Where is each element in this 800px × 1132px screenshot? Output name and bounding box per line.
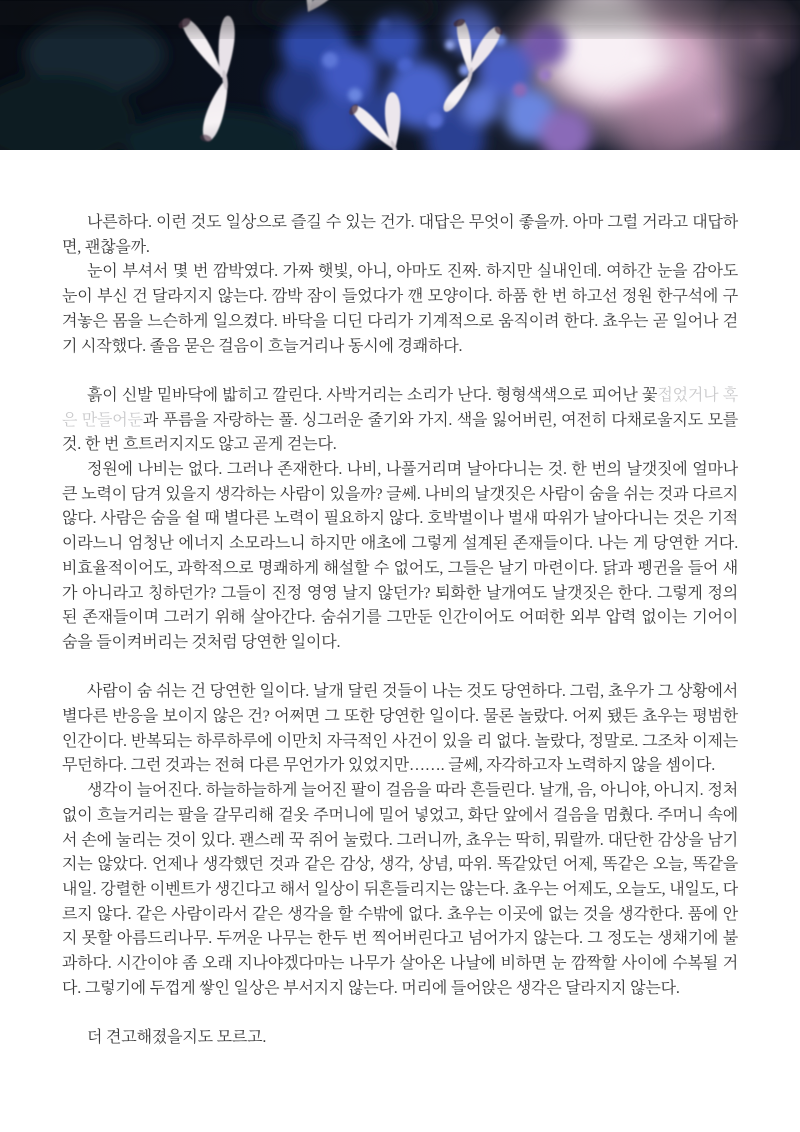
- body-text: 더 견고해졌을지도 모르고.: [87, 1029, 267, 1047]
- paragraph: [62, 680, 738, 779]
- body-text: 나른하다. 이런 것도 일상으로 즐길 수 있는 건가. 대답은 무엇이 좋을까. 아마 그럴 거라고 대답하면, 괜찮을까.: [62, 214, 738, 256]
- top-vignette: [0, 0, 800, 26]
- body-text: 사람이 숨 쉬는 건 당연한 일이다. 날개 달린 것들이 나는 것도 당연하다. 그럼, 쵸우가 그 상황에서 별다른 반응을 보이지 않은 건? 어쩌면 그 또한 당연한 일이다. 물론 놀랐다. 어찌 됐든 쵸우는 평범한 인간이다. 반복되는 하루하루에 이만치 자극적인 사건이 있을 리 없다. 놀랐다, 정말로. 그조차 이제는 무던하다. 그런 것과는 전혀 다른 무언가가 있었지만……. 글쎄, 자각하고자 노력하지 않을 셈이다.: [62, 683, 738, 775]
- paragraph: [62, 211, 738, 260]
- paragraph: [62, 458, 738, 656]
- body-text: 눈이 부셔서 몇 번 깜박였다. 가짜 햇빛, 아니, 아마도 진짜. 하지만 실내인데. 여하간 눈을 감아도 눈이 부신 건 달라지지 않는다. 깜박 잠이 들었다가 깬 모양이다. 하품 한 번 하고선 정원 한구석에 구겨놓은 몸을 느슨하게 일으켰다. 바닥을 디딘 다리가 기계적으로 움직이려 한다. 쵸우는 곧 일어나 걷기 시작했다. 졸음 묻은 걸음이 흐늘거리나 동시에 경쾌하다.: [62, 263, 738, 355]
- paragraph: [62, 260, 738, 359]
- paragraph: [62, 779, 738, 1001]
- page-content: [62, 211, 738, 1051]
- faded-text: 접었거나 혹은 만들어둔: [62, 386, 738, 429]
- header-illustration: [0, 0, 800, 150]
- body-text: 과 푸름을 자랑하는 풀. 싱그러운 줄기와 가지. 색을 잃어버린, 여전히 다채로울지도 모를 것. 한 번 흐트러지지도 않고 곧게 걷는다.: [62, 411, 738, 454]
- body-text: 생각이 늘어진다. 하늘하늘하게 늘어진 팔이 걸음을 따라 흔들린다. 날개, 음, 아니야, 아니지. 정처 없이 흐늘거리는 팔을 갈무리해 겉옷 주머니에 밀어 넣었고, 화단 앞에서 걸음을 멈췄다. 주머니 속에서 손에 눌리는 것이 있다. 괜스레 꾹 쥐어 눌렀다. 그러니까, 쵸우는 딱히, 뭐랄까. 대단한 감상을 남기지는 않았다. 언제나 생각했던 것과 같은 감상, 생각, 상념, 따위. 똑같았던 어제, 똑같은 오늘, 똑같을 내일. 강렬한 이벤트가 생긴다고 해서 일상이 뒤흔들리지는 않는다. 쵸우는 어제도, 오늘도, 내일도, 다르지 않다. 같은 사람이라서 같은 생각을 할 수밖에 없다. 쵸우는 이곳에 없는 것을 생각한다. 품에 안지 못할 아름드리나무. 두꺼운 나무는 한두 번 찍어버린다고 넘어가지 않는다. 그 정도는 생채기에 불과하다. 시간이야 좀 오래 지나야겠다마는 나무가 살아온 나날에 비하면 눈 깜짝할 사이에 수복될 거다. 그렇기에 두껍게 쌓인 일상은 부서지지 않는다. 머리에 들어앉은 생각은 달라지지 않는다.: [62, 782, 738, 997]
- paragraph: [62, 1026, 738, 1051]
- body-text: 흙이 신발 밑바닥에 밟히고 깔린다. 사박거리는 소리가 난다. 형형색색으로 피어난 꽃: [87, 386, 658, 404]
- header-image: [0, 0, 800, 150]
- body-text: 정원에 나비는 없다. 그러나 존재한다. 나비, 나풀거리며 날아다니는 것. 한 번의 날갯짓에 얼마나 큰 노력이 담겨 있을지 생각하는 사람이 있을까? 글쎄. 나비의 날갯짓은 사람이 숨을 쉬는 것과 다르지 않다. 사람은 숨을 쉴 때 별다른 노력이 필요하지 않다. 호박벌이나 벌새 따위가 날아다니는 것은 기적이라느니 엄청난 에너지 소모라느니 하지만 애초에 그렇게 설계된 존재들이다. 나는 게 당연한 거다. 비효율적이어도, 과학적으로 명쾌하게 해설할 수 없어도, 그들은 날기 마련이다. 닭과 펭귄을 들어 새가 아니라고 칭하던가? 그들이 진정 영영 날지 않던가? 퇴화한 날개여도 날갯짓은 한다. 그렇게 정의된 존재들이며 그러기 위해 살아간다. 숨쉬기를 그만둔 인간이어도 어떠한 외부 압력 없이는 기어이 숨을 들이켜버리는 것처럼 당연한 일이다.: [62, 461, 738, 651]
- paragraph: [62, 384, 738, 458]
